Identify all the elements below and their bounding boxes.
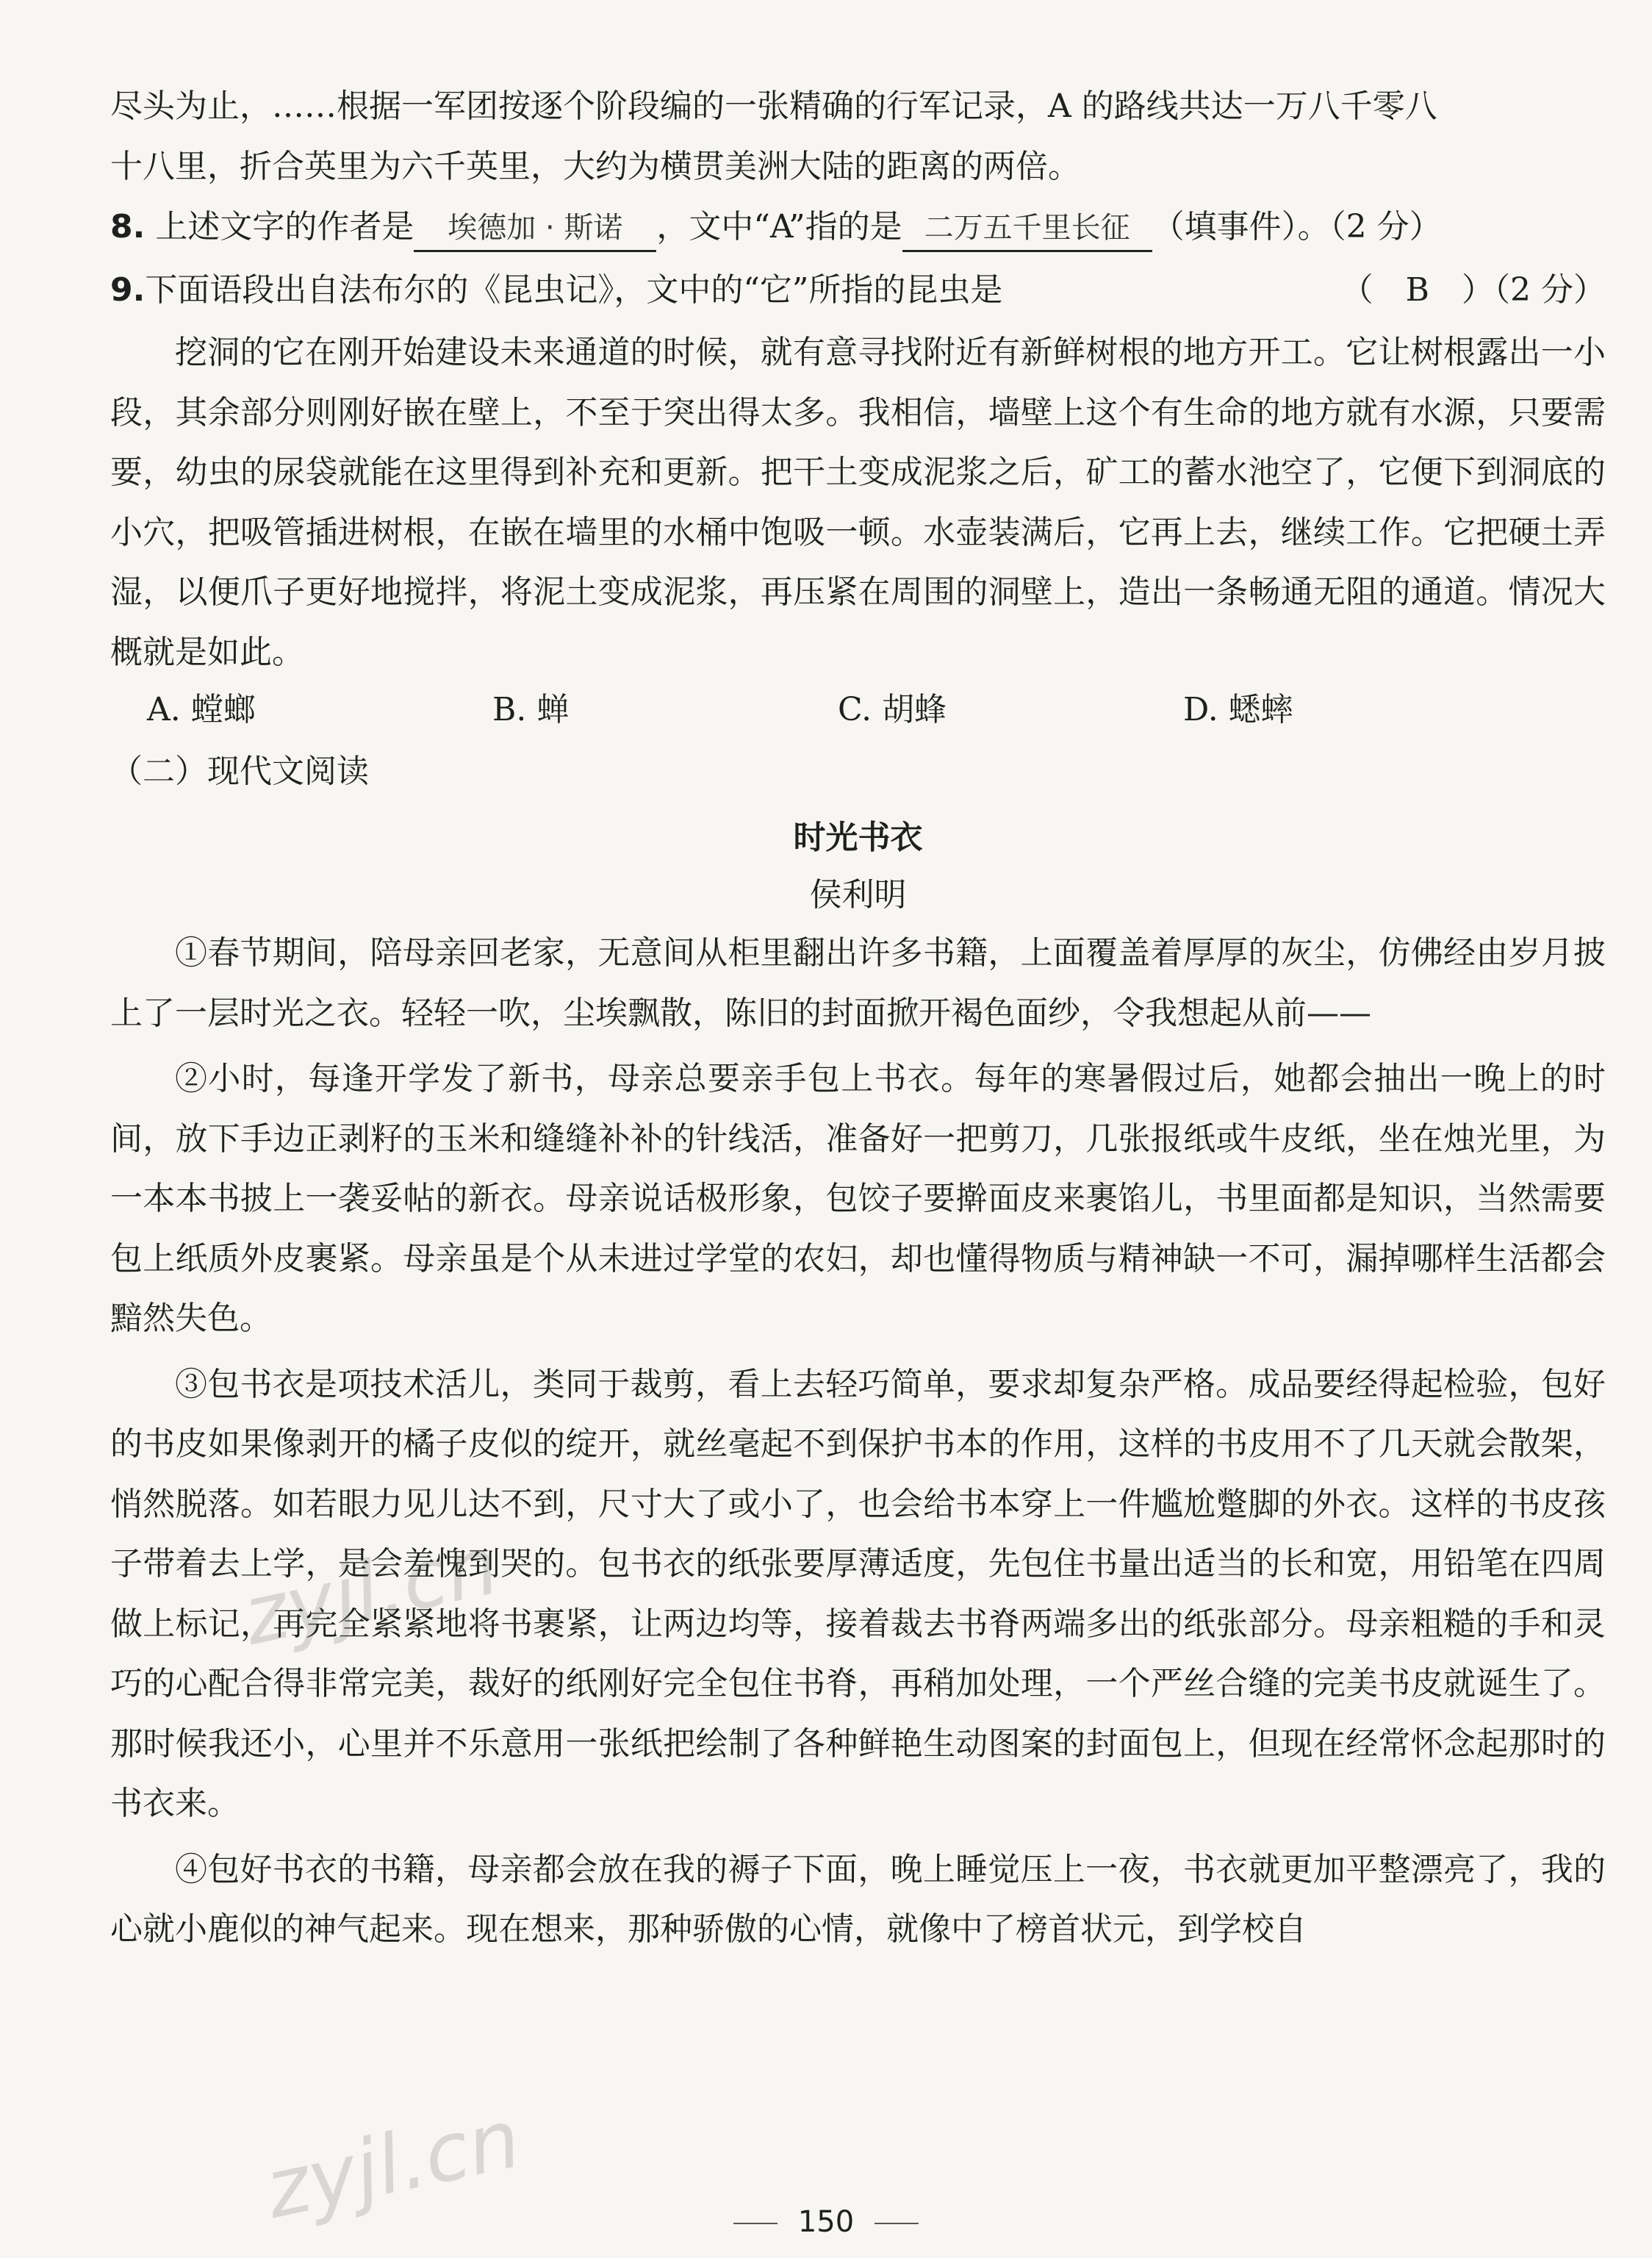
- page-content: [110, 85, 1606, 1960]
- watermark-bottom: zyjl.cn: [257, 2091, 528, 2237]
- article-author: 侯利明: [809, 876, 907, 914]
- page-footer: [0, 2205, 1652, 2239]
- question-8-text-1: 上述文字的作者是: [155, 208, 414, 245]
- article-paragraph-3: ③包书衣是项技术活儿，类同于裁剪，看上去轻巧简单，要求却复杂严格。成品要经得起检验，包好的书皮如果像剥开的橘子皮似的绽开，就丝毫起不到保护书本的作用，这样的书皮用不了几天就会散架，悄然脱落。如若眼力见儿达不到，尺寸大了或小了，也会给书本穿上一件尴尬蹩脚的外衣。这样的书皮孩子带着去上学，是会羞愧到哭的。包书衣的纸张要厚薄适度，先包住书量出适当的长和宽，用铅笔在四周做上标记，再完全紧紧地将书裹紧，让两边均等，接着裁去书脊两端多出的纸张部分。母亲粗糙的手和灵巧的心配合得非常完美，裁好的纸刚好完全包住书脊，再稍加处理，一个严丝合缝的完美书皮就诞生了。那时候我还小，心里并不乐意用一张纸把绘制了各种鲜艳生动图案的封面包上，但现在经常怀念起那时的书衣来。: [110, 1365, 1606, 1822]
- page-number: 150: [797, 2205, 855, 2239]
- answer-blank-author[interactable]: 埃德加 · 斯诺: [414, 206, 656, 252]
- intro-line-1: 尽头为止，……根据一军团按逐个阶段编的一张精确的行军记录，A 的路线共达一万八千零八: [110, 87, 1437, 125]
- intro-line-2: 十八里，折合英里为六千英里，大约为横贯美洲大陆的距离的两倍。: [110, 148, 1080, 185]
- option-a[interactable]: A. 螳螂: [147, 691, 256, 728]
- article-paragraph-4: ④包好书衣的书籍，母亲都会放在我的褥子下面，晚上睡觉压上一夜，书衣就更加平整漂亮了，我的心就小鹿似的神气起来。现在想来，那种骄傲的心情，就像中了榜首状元，到学校自: [110, 1850, 1606, 1948]
- question-9-passage: 挖洞的它在刚开始建设未来通道的时候，就有意寻找附近有新鲜树根的地方开工。它让树根露出一小段，其余部分则刚好嵌在壁上，不至于突出得太多。我相信，墙壁上这个有生命的地方就有水源，只要需要，幼虫的尿袋就能在这里得到补充和更新。把干土变成泥浆之后，矿工的蓄水池空了，它便下到洞底的小穴，把吸管插进树根，在嵌在墙里的水桶中饱吸一顿。水壶装满后，它再上去，继续工作。它把硬土弄湿，以便爪子更好地搅拌，将泥土变成泥浆，再压紧在周围的洞壁上，造出一条畅通无阻的通道。情况大概就是如此。: [110, 334, 1606, 671]
- question-9-answer[interactable]: （ B ）（2 分）: [1340, 271, 1606, 309]
- article-paragraph-1: ①春节期间，陪母亲回老家，无意间从柜里翻出许多书籍，上面覆盖着厚厚的灰尘，仿佛经由岁月披上了一层时光之衣。轻轻一吹，尘埃飘散，陈旧的封面掀开褐色面纱，令我想起从前——: [110, 934, 1606, 1032]
- question-9-options: [110, 688, 1606, 732]
- question-9-number: 9.: [110, 271, 146, 309]
- question-8-number: 8.: [110, 208, 146, 245]
- question-9: [110, 268, 1606, 312]
- section-heading: （二）现代文阅读: [110, 753, 369, 790]
- question-8-text-2: ，文中“A”指的是: [656, 208, 902, 245]
- question-8-text-3: （填事件）。（2 分）: [1152, 208, 1442, 245]
- option-c[interactable]: C. 胡蜂: [838, 691, 947, 728]
- question-8: [110, 205, 1606, 252]
- question-9-text: 下面语段出自法布尔的《昆虫记》，文中的“它”所指的昆虫是: [145, 271, 1003, 309]
- article-paragraph-2: ②小时，每逢开学发了新书，母亲总要亲手包上书衣。每年的寒暑假过后，她都会抽出一晚上的时间，放下手边正剥籽的玉米和缝缝补补的针线活，准备好一把剪刀，几张报纸或牛皮纸，坐在烛光里，为一本本书披上一袭妥帖的新衣。母亲说话极形象，包饺子要擀面皮来裹馅儿，书里面都是知识，当然需要包上纸质外皮裹紧。母亲虽是个从未进过学堂的农妇，却也懂得物质与精神缺一不可，漏掉哪样生活都会黯然失色。: [110, 1060, 1606, 1337]
- article-title: 时光书衣: [793, 819, 923, 856]
- footer-dash-left: [733, 2223, 777, 2224]
- watermark-middle: zyjl.cn: [235, 1518, 506, 1663]
- answer-blank-event[interactable]: 二万五千里长征: [902, 206, 1152, 252]
- option-b[interactable]: B. 蝉: [492, 691, 570, 728]
- option-d[interactable]: D. 蟋蟀: [1183, 691, 1293, 728]
- footer-dash-right: [875, 2223, 919, 2224]
